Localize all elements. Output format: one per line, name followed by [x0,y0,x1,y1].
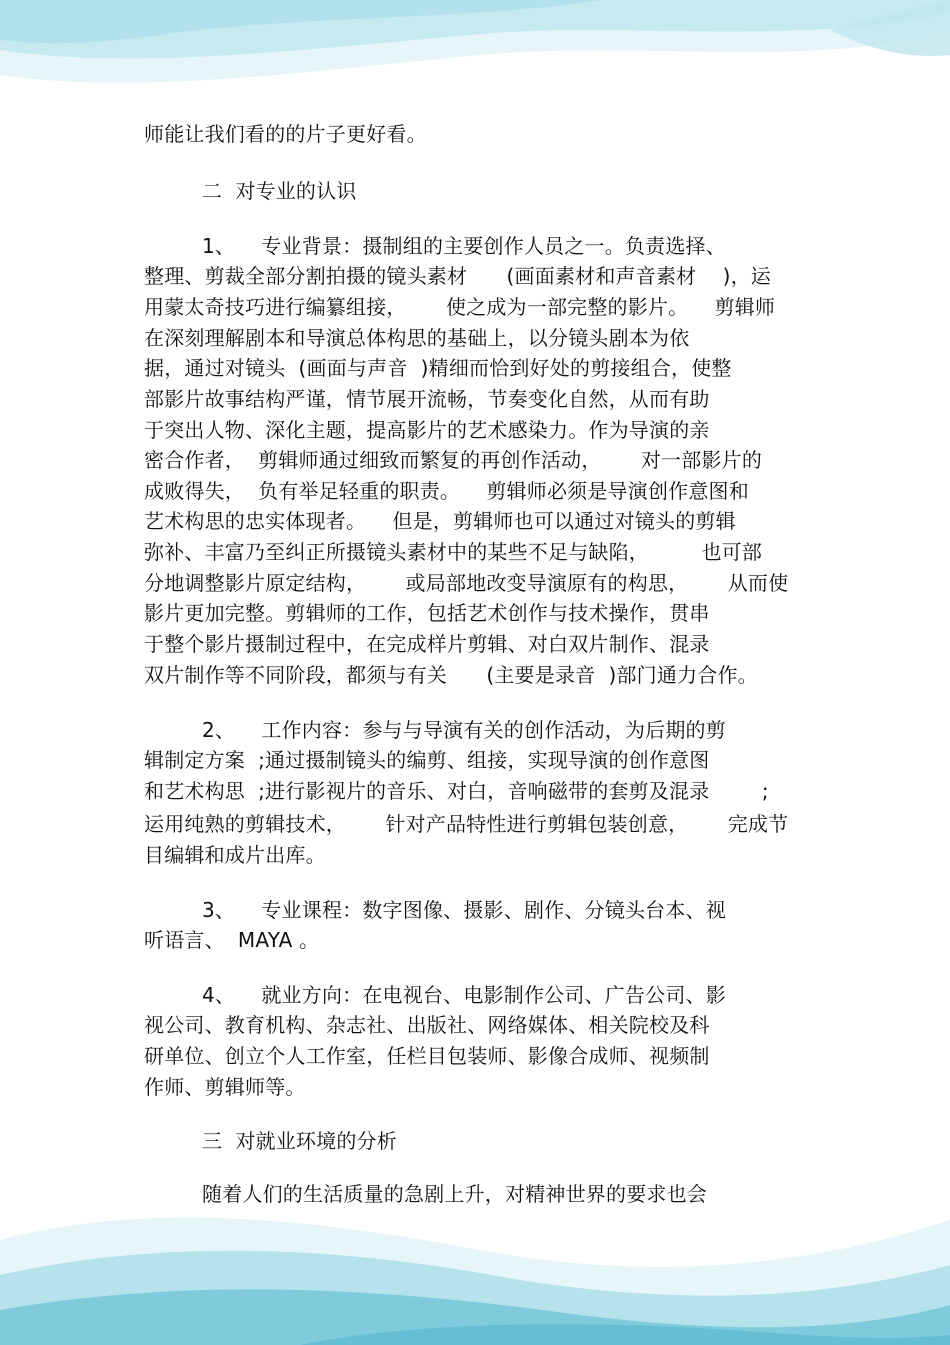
text-line: 成败得失， 负有举足轻重的职责。 剪辑师必须是导演创作意图和 [144,479,749,503]
text-line: 1、 专业背景：摄制组的主要创作人员之一。负责选择、 [202,234,726,258]
text-line: 据，通过对镜头 (画面与声音 )精细而恰到好处的剪接组合，使整 [144,356,732,380]
text-line: 和艺术构思 ;进行影视片的音乐、对白，音响磁带的套剪及混录 ; [144,779,769,803]
text-line: 随着人们的生活质量的急剧上升，对精神世界的要求也会 [202,1182,707,1206]
text-line: 在深刻理解剧本和导演总体构思的基础上，以分镜头剧本为依 [144,326,690,350]
text-line: 分地调整影片原定结构， 或局部地改变导演原有的构思， 从而使 [144,571,789,595]
text-line: 运用纯熟的剪辑技术， 针对产品特性进行剪辑包装创意， 完成节 [144,812,789,836]
text-line: 师能让我们看的的片子更好看。 [144,122,427,146]
text-line: 艺术构思的忠实体现者。 但是，剪辑师也可以通过对镜头的剪辑 [144,509,736,533]
text-line: 视公司、教育机构、杂志社、出版社、网络媒体、相关院校及科 [144,1013,710,1037]
text-line: 辑制定方案 ;通过摄制镜头的编剪、组接，实现导演的创作意图 [144,748,710,772]
text-line: 双片制作等不同阶段，都须与有关 (主要是录音 )部门通力合作。 [144,663,758,687]
text-line: 2、 工作内容：参与与导演有关的创作活动，为后期的剪 [202,718,726,742]
text-line: 用蒙太奇技巧进行编纂组接， 使之成为一部完整的影片。 剪辑师 [144,295,776,319]
text-line: 弥补、丰富乃至纠正所摄镜头素材中的某些不足与缺陷， 也可部 [144,540,763,564]
text-line: 整理、剪裁全部分割拍摄的镜头素材 (画面素材和声音素材 )，运 [144,264,771,288]
text-line: 部影片故事结构严谨，情节展开流畅，节奏变化自然，从而有助 [144,387,710,411]
text-line: 影片更加完整。剪辑师的工作，包括艺术创作与技术操作，贯串 [144,601,710,625]
text-line: 密合作者， 剪辑师通过细致而繁复的再创作活动， 对一部影片的 [144,448,763,472]
text-line: 4、 就业方向：在电视台、电影制作公司、广告公司、影 [202,983,726,1007]
text-line: 3、 专业课程：数字图像、摄影、剧作、分镜头台本、视 [202,898,726,922]
text-line: 于整个影片摄制过程中，在完成样片剪辑、对白双片制作、混录 [144,632,710,656]
section-heading: 二 对专业的认识 [202,179,357,203]
text-line: 目编辑和成片出库。 [144,843,326,867]
text-line: 于突出人物、深化主题，提高影片的艺术感染力。作为导演的亲 [144,418,710,442]
text-line: 听语言、 MAYA 。 [144,928,320,952]
text-line: 研单位、创立个人工作室，任栏目包装师、影像合成师、视频制 [144,1044,710,1068]
text-line: 作师、剪辑师等。 [144,1075,306,1099]
section-heading: 三 对就业环境的分析 [202,1129,397,1153]
